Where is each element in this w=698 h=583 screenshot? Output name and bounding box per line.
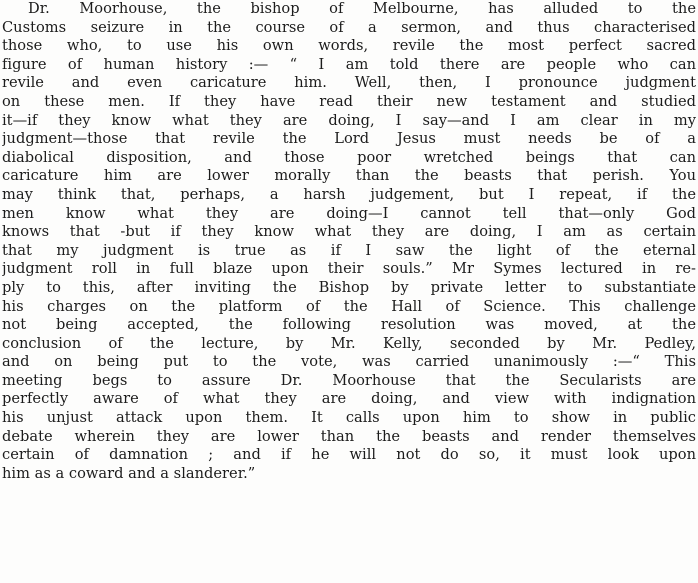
text-line: not being accepted, the following resolution was moved, at the <box>2 316 696 334</box>
text-line: diabolical disposition, and those poor wretched beings that can <box>2 148 696 166</box>
text-line: his unjust attack upon them. It calls upon him to show in public <box>2 409 696 427</box>
text-line: judgment roll in full blaze upon their souls.” Mr Symes lectured in re- <box>2 260 696 278</box>
text-line: conclusion of the lecture, by Mr. Kelly, seconded by Mr. Pedley, <box>2 334 696 352</box>
text-line: that my judgment is true as if I saw the light of the eternal <box>2 241 696 259</box>
text-line: ply to this, after inviting the Bishop by private letter to substantiate <box>2 278 696 296</box>
text-line: his charges on the platform of the Hall of Science. This challenge <box>2 297 696 315</box>
text-line: debate wherein they are lower than the beasts and render themselves <box>2 427 696 445</box>
text-line: on these men. If they have read their new testament and studied <box>2 92 696 110</box>
text-line: may think that, perhaps, a harsh judgement, but I repeat, if the <box>2 185 696 203</box>
text-line: perfectly aware of what they are doing, and view with indignation <box>2 390 696 408</box>
text-line: men know what they are doing—I cannot tell that—only God <box>2 204 696 222</box>
text-line: revile and even caricature him. Well, then, I pronounce judgment <box>2 74 696 92</box>
article-text <box>2 0 696 583</box>
text-line: knows that -but if they know what they are doing, I am as certain <box>2 223 696 241</box>
text-line: those who, to use his own words, revile the most perfect sacred <box>2 37 696 55</box>
text-line: him as a coward and a slanderer.” <box>2 464 256 482</box>
text-line: figure of human history :— “ I am told there are people who can <box>2 55 696 73</box>
text-line: certain of damnation ; and if he will not do so, it must look upon <box>2 446 696 464</box>
text-line: judgment—those that revile the Lord Jesus must needs be of a <box>2 130 696 148</box>
text-line: and on being put to the vote, was carried unanimously :—“ This <box>2 353 696 371</box>
text-line: caricature him are lower morally than the beasts that perish. You <box>2 167 696 185</box>
text-line: Dr. Moorhouse, the bishop of Melbourne, has alluded to the <box>28 0 696 17</box>
text-line: it—if they know what they are doing, I say—and I am clear in my <box>2 111 696 129</box>
text-line: Customs seizure in the course of a sermon, and thus characterised <box>2 18 696 36</box>
text-line: meeting begs to assure Dr. Moorhouse that the Secularists are <box>2 371 696 389</box>
